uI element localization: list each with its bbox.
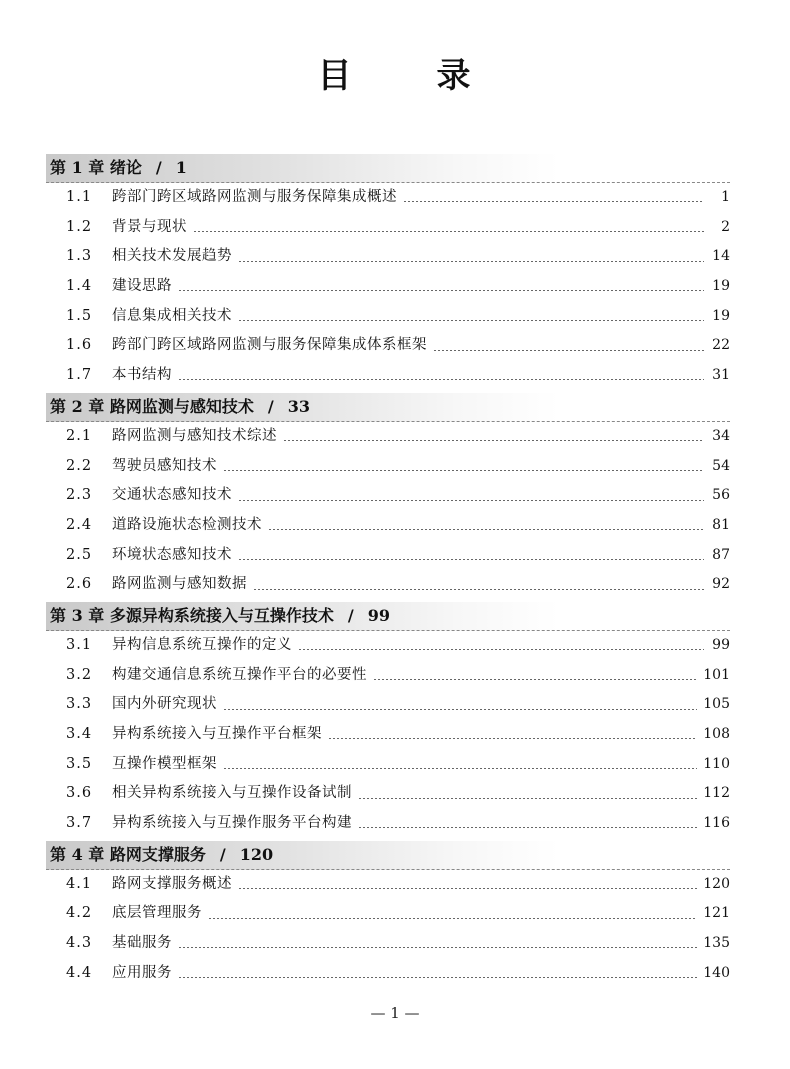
chapter-heading[interactable] xyxy=(46,841,730,870)
section-number: 2.6 xyxy=(66,576,93,593)
chapter-heading[interactable] xyxy=(46,602,730,631)
section-title: 异构系统接入与互操作服务平台构建 xyxy=(112,815,352,832)
section-title: 环境状态感知技术 xyxy=(112,546,232,563)
section-title: 背景与现状 xyxy=(112,218,187,235)
section-number: 3.3 xyxy=(66,696,93,713)
toc-entry[interactable] xyxy=(46,213,730,243)
dot-leader xyxy=(223,768,697,769)
section-number: 4.3 xyxy=(66,935,93,952)
chapter-slash: / xyxy=(155,158,162,177)
chapter-slash: / xyxy=(219,844,226,864)
chapter-page: 99 xyxy=(367,605,390,625)
dot-leader xyxy=(358,798,697,799)
section-title: 跨部门跨区域路网监测与服务保障集成概述 xyxy=(112,189,397,205)
chapter-page: 120 xyxy=(239,844,274,864)
toc-entry[interactable] xyxy=(46,779,730,809)
toc-entry[interactable] xyxy=(46,870,730,900)
chapter-title: 第 1 章 绪论 xyxy=(50,158,142,177)
chapter-title: 第 4 章 路网支撑服务 xyxy=(50,844,206,864)
section-number: 2.2 xyxy=(66,457,93,474)
dot-leader xyxy=(178,290,704,291)
table-of-contents xyxy=(46,152,730,989)
section-number: 2.4 xyxy=(66,516,93,533)
dot-leader xyxy=(433,350,704,351)
section-page: 112 xyxy=(703,785,730,802)
section-number: 2.3 xyxy=(66,487,93,504)
section-page: 81 xyxy=(712,516,730,533)
dot-leader xyxy=(178,947,697,948)
dot-leader xyxy=(403,201,704,202)
section-page: 140 xyxy=(703,964,730,981)
section-title: 驾驶员感知技术 xyxy=(112,457,217,474)
section-number: 3.4 xyxy=(66,726,93,742)
dot-leader xyxy=(238,500,704,501)
page-title: 目 录 xyxy=(317,56,473,96)
section-number: 3.5 xyxy=(66,755,93,772)
section-title: 构建交通信息系统互操作平台的必要性 xyxy=(112,666,367,683)
chapter-heading[interactable] xyxy=(46,154,730,183)
section-page: 19 xyxy=(712,307,730,324)
section-page: 87 xyxy=(712,546,730,563)
toc-entry[interactable] xyxy=(46,570,730,600)
toc-entry[interactable] xyxy=(46,481,730,511)
chapter-heading[interactable] xyxy=(46,393,730,422)
section-page: 2 xyxy=(721,218,730,235)
section-number: 1.4 xyxy=(66,278,93,295)
section-title: 应用服务 xyxy=(112,964,172,981)
section-title: 信息集成相关技术 xyxy=(112,307,232,324)
toc-entry[interactable] xyxy=(46,511,730,541)
section-page: 54 xyxy=(712,457,730,474)
section-title: 异构信息系统互操作的定义 xyxy=(112,636,292,653)
chapter-page: 33 xyxy=(287,396,310,416)
toc-entry[interactable] xyxy=(46,899,730,929)
section-number: 3.1 xyxy=(66,636,93,653)
section-page: 110 xyxy=(703,755,730,772)
dot-leader xyxy=(358,827,697,828)
dot-leader xyxy=(193,231,704,232)
toc-entry[interactable] xyxy=(46,690,730,720)
section-title: 相关技术发展趋势 xyxy=(112,248,232,265)
section-page: 14 xyxy=(712,248,730,265)
dot-leader xyxy=(298,649,704,650)
section-title: 底层管理服务 xyxy=(112,905,202,922)
section-number: 4.2 xyxy=(66,905,93,922)
toc-entry[interactable] xyxy=(46,661,730,691)
section-page: 121 xyxy=(703,905,730,922)
dot-leader xyxy=(223,470,704,471)
toc-entry[interactable] xyxy=(46,302,730,332)
toc-entry[interactable] xyxy=(46,541,730,571)
toc-entry[interactable] xyxy=(46,631,730,661)
chapter-slash: / xyxy=(347,605,354,625)
dot-leader xyxy=(238,559,704,560)
section-page: 31 xyxy=(712,367,730,384)
toc-entry[interactable] xyxy=(46,809,730,839)
section-page: 135 xyxy=(703,935,730,952)
section-number: 2.1 xyxy=(66,427,93,444)
section-number: 1.1 xyxy=(66,189,93,205)
section-page: 116 xyxy=(703,815,730,832)
toc-entry[interactable] xyxy=(46,331,730,361)
section-number: 1.6 xyxy=(66,337,93,354)
dot-leader xyxy=(238,888,697,889)
section-page: 99 xyxy=(712,636,730,653)
dot-leader xyxy=(178,379,704,380)
section-page: 1 xyxy=(721,189,730,205)
section-page: 22 xyxy=(712,337,730,354)
section-page: 120 xyxy=(703,875,730,892)
section-number: 3.2 xyxy=(66,666,93,683)
section-page: 101 xyxy=(703,666,730,683)
section-number: 2.5 xyxy=(66,546,93,563)
toc-entry[interactable] xyxy=(46,720,730,750)
dot-leader xyxy=(208,918,697,919)
section-title: 基础服务 xyxy=(112,935,172,952)
toc-entry[interactable] xyxy=(46,959,730,989)
section-title: 路网支撑服务概述 xyxy=(112,875,232,892)
dot-leader xyxy=(268,529,704,530)
dot-leader xyxy=(238,320,704,321)
page-number: — 1 — xyxy=(370,1004,420,1022)
section-page: 92 xyxy=(712,576,730,593)
section-number: 1.7 xyxy=(66,367,93,384)
section-title: 本书结构 xyxy=(112,367,172,384)
section-title: 建设思路 xyxy=(112,278,172,295)
chapter-slash: / xyxy=(267,396,274,416)
section-number: 4.4 xyxy=(66,964,93,981)
section-number: 4.1 xyxy=(66,875,93,892)
toc-entry[interactable] xyxy=(46,422,730,452)
dot-leader xyxy=(223,709,697,710)
section-title: 互操作模型框架 xyxy=(112,755,217,772)
section-title: 相关异构系统接入与互操作设备试制 xyxy=(112,785,352,802)
section-page: 105 xyxy=(703,696,730,713)
toc-entry[interactable] xyxy=(46,929,730,959)
section-page: 19 xyxy=(712,278,730,295)
section-title: 跨部门跨区域路网监测与服务保障集成体系框架 xyxy=(112,337,427,354)
toc-entry[interactable] xyxy=(46,183,730,213)
section-page: 108 xyxy=(703,726,730,742)
toc-entry[interactable] xyxy=(46,361,730,391)
chapter-page: 1 xyxy=(175,158,187,177)
section-title: 路网监测与感知数据 xyxy=(112,576,247,593)
chapter-title: 第 3 章 多源异构系统接入与互操作技术 xyxy=(50,605,334,625)
section-number: 3.7 xyxy=(66,815,93,832)
section-number: 1.5 xyxy=(66,307,93,324)
section-number: 1.2 xyxy=(66,218,93,235)
toc-entry[interactable] xyxy=(46,242,730,272)
dot-leader xyxy=(238,261,704,262)
section-page: 34 xyxy=(712,427,730,444)
section-title: 交通状态感知技术 xyxy=(112,487,232,504)
section-title: 道路设施状态检测技术 xyxy=(112,516,262,533)
toc-entry[interactable] xyxy=(46,452,730,482)
dot-leader xyxy=(253,589,704,590)
dot-leader xyxy=(328,738,697,739)
section-number: 1.3 xyxy=(66,248,93,265)
section-title: 异构系统接入与互操作平台框架 xyxy=(112,726,322,742)
chapter-title: 第 2 章 路网监测与感知技术 xyxy=(50,396,254,416)
section-number: 3.6 xyxy=(66,785,93,802)
toc-entry[interactable] xyxy=(46,750,730,780)
section-page: 56 xyxy=(712,487,730,504)
section-title: 国内外研究现状 xyxy=(112,696,217,713)
dot-leader xyxy=(283,440,704,441)
dot-leader xyxy=(373,679,697,680)
dot-leader xyxy=(178,977,697,978)
section-title: 路网监测与感知技术综述 xyxy=(112,427,277,444)
toc-entry[interactable] xyxy=(46,272,730,302)
